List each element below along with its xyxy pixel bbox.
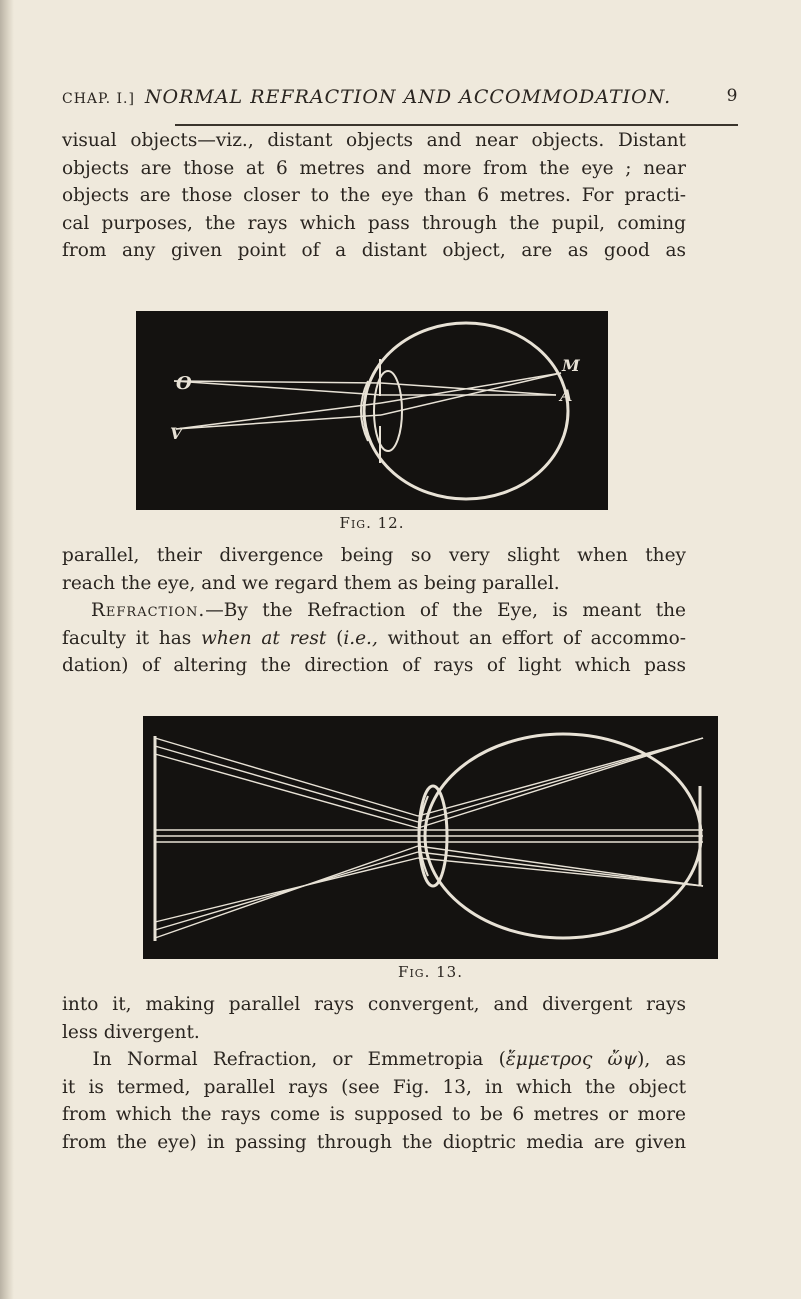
figure-12-caption: Fig. 12. [339,514,405,532]
page-binding-edge [0,0,14,1299]
greek-term: ἔμμετρος ὤψ [505,1049,638,1070]
text-line: from the eye) in passing through the dioptric media are given [62,1131,686,1153]
running-head [62,86,738,108]
text-line: objects are those at 6 metres and more from the eye ; near [62,157,686,179]
refraction-heading: Refraction. [90,600,206,621]
paragraph-4 [62,1046,686,1156]
text-line: faculty it has when at rest (i.e., without an effort of accommo- [62,627,686,649]
text-line: from which the rays come is supposed to be 6 metres or more [62,1104,686,1125]
text-line: reach the eye, and we regard them as being parallel. [62,572,560,594]
figure-12 [136,311,608,510]
label-o: O [176,373,192,394]
text-line: less divergent. [62,1021,200,1043]
running-title: NORMAL REFRACTION AND ACCOMMODATION. [144,86,672,108]
text-line: cal purposes, the rays which pass through the pupil, coming [62,212,686,234]
eyeball-outline [364,323,568,499]
text-line: it is termed, parallel rays (see Fig. 13, in which the object [62,1076,686,1098]
label-a: A [560,386,573,405]
ray-v-2 [176,415,381,429]
text-line: Refraction.—By the Refraction of the Eye, is meant the [90,600,686,621]
label-v: V [170,424,183,443]
text-line: dation) of altering the direction of rays of light which pass [62,655,686,676]
page-number: 9 [726,86,738,106]
figure-13-caption: Fig. 13. [398,963,463,981]
text-line: from any given point of a distant object, are as good as [62,240,686,261]
ray-group-center [155,830,703,842]
refraction-paragraph [62,597,686,680]
text-line: visual objects—viz., distant objects and near objects. Distant [62,130,686,151]
figure-13 [143,716,718,959]
figure-12-eye-diagram [136,311,608,510]
ray-v-1 [176,403,381,429]
paragraph-2 [62,542,686,597]
figure-13-eye-diagram [143,716,718,959]
ray-v-3 [381,373,561,403]
chapter-label: CHAP. I.] [62,91,135,107]
text-line: parallel, their divergence being so very slight when they [62,545,686,566]
text-line: In Normal Refraction, or Emmetropia (ἔμμετρος ὤψ), as [92,1049,687,1070]
header-rule [175,124,738,126]
paragraph-1 [62,127,686,265]
text-line: objects are those closer to the eye than 6 metres. For practi- [62,185,686,206]
paragraph-3 [62,991,686,1046]
text-line: into it, making parallel rays convergent, and divergent rays [62,994,686,1015]
label-m: M [562,356,580,375]
